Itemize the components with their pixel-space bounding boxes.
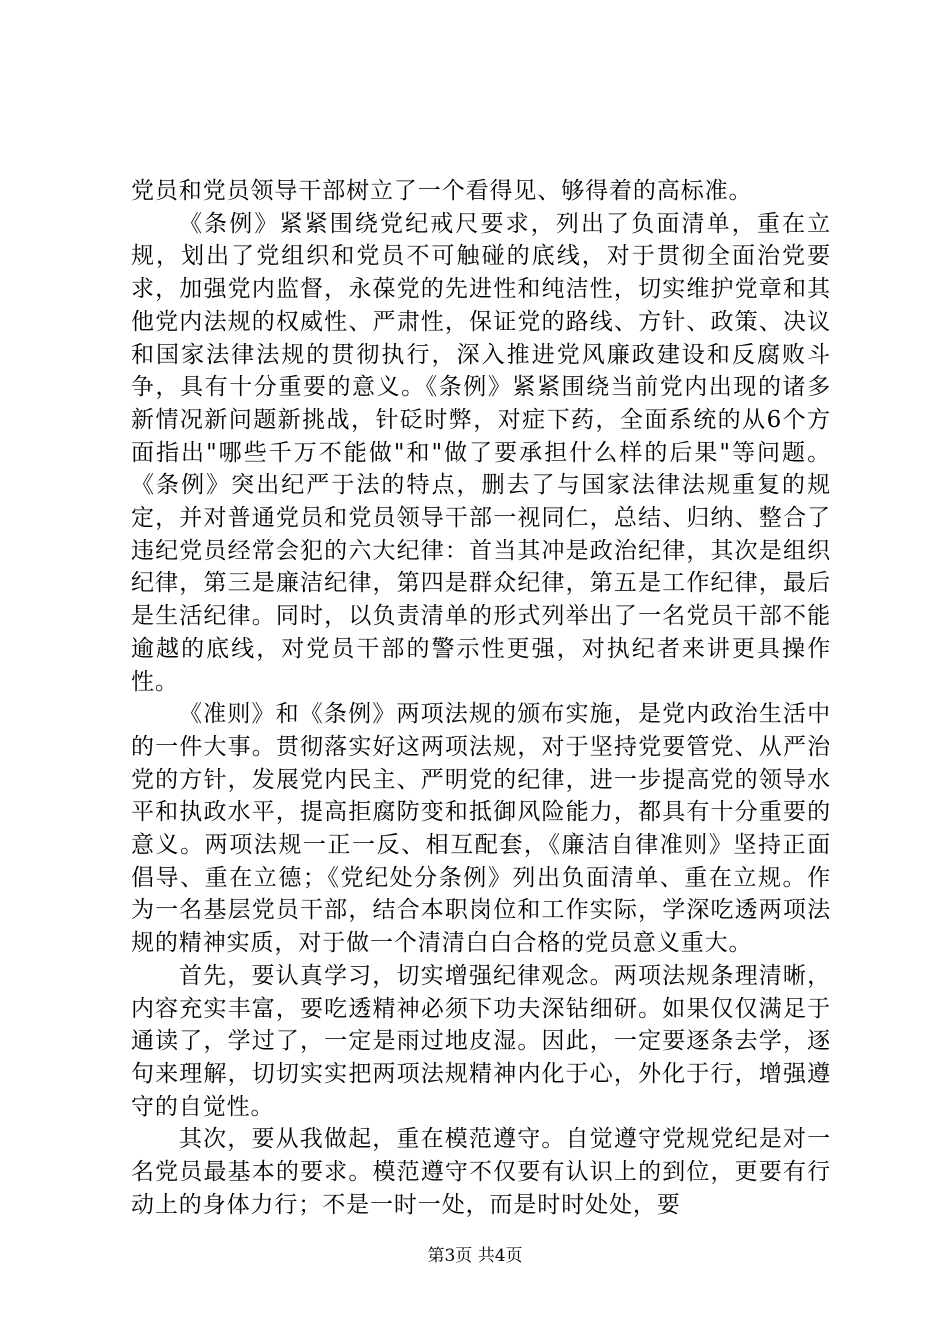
paragraph-first-point: 首先，要认真学习，切实增强纪律观念。两项法规条理清晰，内容充实丰富，要吃透精神必须下功夫深钻细研。如果仅仅满足于通读了，学过了，一定是雨过地皮湿。因此，一定要逐条去学，逐句来理解，切切实实把两项法规精神内化于心，外化于行，增强遵守的自觉性。 bbox=[131, 962, 831, 1120]
paragraph-regulations: 《条例》紧紧围绕党纪戒尺要求，列出了负面清单，重在立规，划出了党组织和党员不可触碰的底线，对于贯彻全面治党要求，加强党内监督，永葆党的先进性和纯洁性，切实维护党章和其他党内法规的权威性、严肃性，保证党的路线、方针、政策、决议和国家法律法规的贯彻执行，深入推进党风廉政建设和反腐败斗争，具有十分重要的意义。《条例》紧紧围绕当前党内出现的诸多新情况新问题新挑战，针砭时弊，对症下药，全面系统的从6个方面指出"哪些千万不能做"和"做了要承担什么样的后果"等问题。《条例》突出纪严于法的特点，删去了与国家法律法规重复的规定，并对普通党员和党员领导干部一视同仁，总结、归纳、整合了违纪党员经常会犯的六大纪律：首当其冲是政治纪律，其次是组织纪律，第三是廉洁纪律，第四是群众纪律，第五是工作纪律，最后是生活纪律。同时，以负责清单的形式列举出了一名党员干部不能逾越的底线，对党员干部的警示性更强，对执纪者来讲更具操作性。 bbox=[131, 210, 831, 695]
paragraph-second-point: 其次，要从我做起，重在模范遵守。自觉遵守党规党纪是对一名党员最基本的要求。模范遵守不仅要有认识上的到位，更要有行动上的身体力行；不是一时一处，而是时时处处，要 bbox=[131, 1126, 831, 1218]
paragraph-continued: 党员和党员领导干部树立了一个看得见、够得着的高标准。 bbox=[131, 178, 753, 204]
paragraph-two-regulations: 《准则》和《条例》两项法规的颁布实施，是党内政治生活中的一件大事。贯彻落实好这两项法规，对于坚持党要管党、从严治党的方针，发展党内民主、严明党的纪律，进一步提高党的领导水平和执政水平，提高拒腐防变和抵御风险能力，都具有十分重要的意义。两项法规一正一反、相互配套，《廉洁自律准则》坚持正面倡导、重在立德；《党纪处分条例》列出负面清单、重在立规。作为一名基层党员干部，结合本职岗位和工作实际，学深吃透两项法规的精神实质，对于做一个清清白白合格的党员意义重大。 bbox=[131, 701, 831, 957]
page-number-footer: 第3页 共4页 bbox=[427, 1246, 523, 1266]
body-text bbox=[131, 175, 831, 1222]
